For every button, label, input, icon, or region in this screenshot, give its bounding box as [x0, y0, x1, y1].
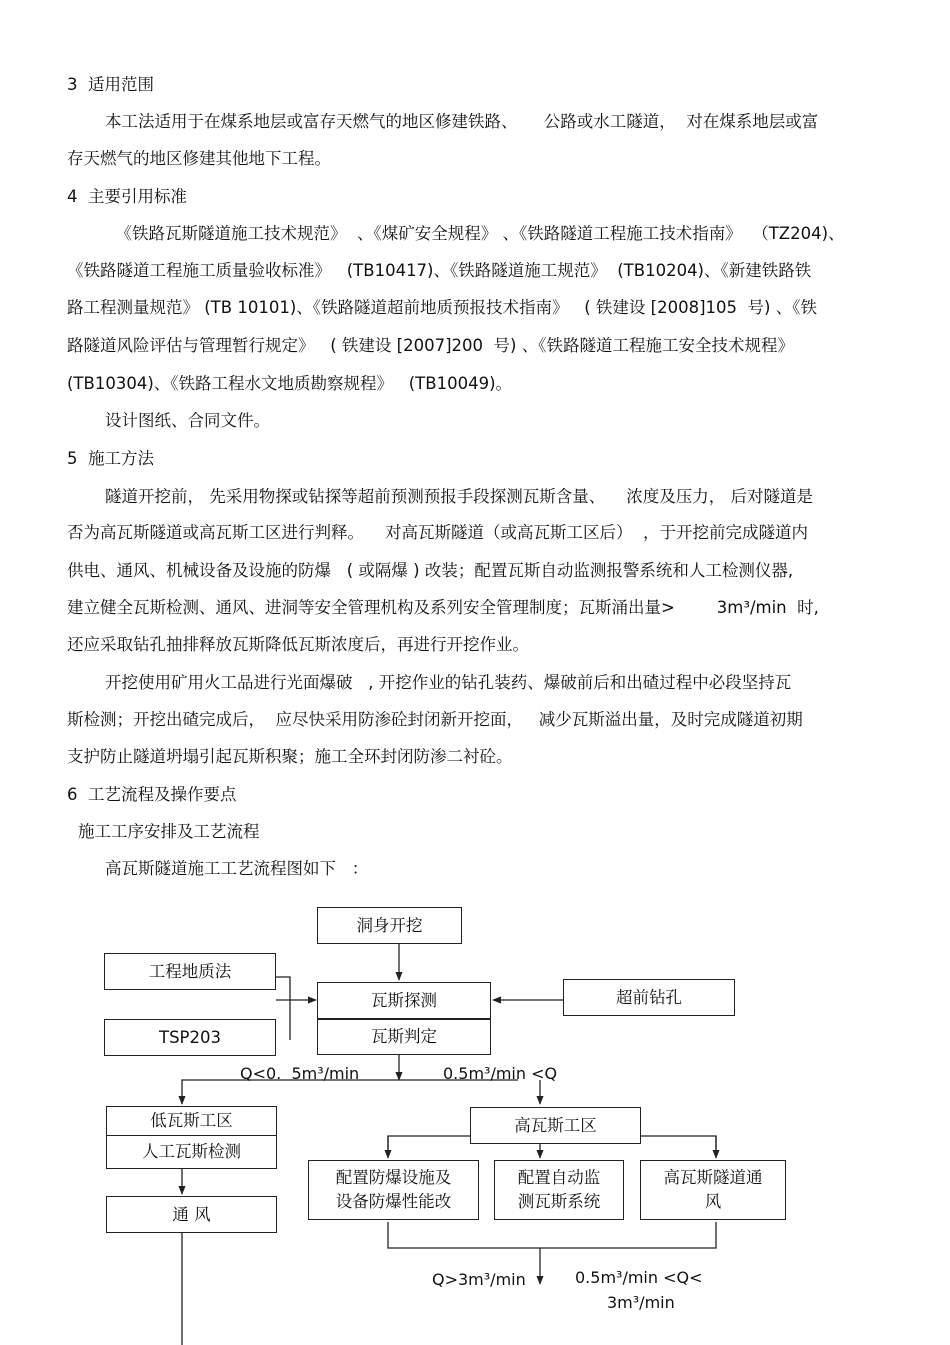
section-4-paragraph-line-2: 《铁路隧道工程施工质量验收标准》 (TB10417)、《铁路隧道施工规范》 (TB10204)、《新建铁路铁 — [67, 261, 812, 280]
gas-detection-box: 瓦斯探测 — [317, 982, 491, 1019]
section-5-heading: 5 施工方法 — [67, 449, 154, 468]
ventilation-box: 通 风 — [106, 1196, 277, 1233]
explosion-proof-box: 配置防爆设施及 设备防爆性能改 — [308, 1160, 479, 1220]
section-5-paragraph-1-line-5: 还应采取钻孔抽排释放瓦斯降低瓦斯浓度后，再进行开挖作业。 — [67, 635, 529, 654]
tsp203-box: TSP203 — [104, 1019, 276, 1056]
section-3-paragraph-line-1: 本工法适用于在煤系地层或富存天燃气的地区修建铁路、 公路或水工隧道， 对在煤系地层或富 — [105, 112, 819, 131]
low-gas-zone-box: 低瓦斯工区 — [106, 1106, 277, 1136]
section-4-paragraph-line-1: 《铁路瓦斯隧道施工技术规范》 、《煤矿安全规程》 、《铁路隧道工程施工技术指南》 （TZ204)、 — [105, 224, 845, 243]
section-5-paragraph-1-line-3: 供电、通风、机械设备及设施的防爆 ( 或隔爆 ) 改装；配置瓦斯自动监测报警系统和人工检测仪器, — [67, 561, 794, 580]
section-5-paragraph-1-line-1: 隧道开挖前， 先采用物探或钻探等超前预测预报手段探测瓦斯含量、 浓度及压力， 后对隧道是 — [105, 487, 813, 506]
condition-greater-than-3: Q>3m³/min — [432, 1270, 526, 1289]
condition-range-line-1: 0.5m³/min <Q< — [575, 1268, 703, 1287]
high-gas-ventilation-box: 高瓦斯隧道通 风 — [640, 1160, 786, 1220]
condition-low-gas: Q<0. 5m³/min — [240, 1064, 360, 1083]
section-4-paragraph-2: 设计图纸、合同文件。 — [105, 411, 270, 430]
section-5-paragraph-1-line-2: 否为高瓦斯隧道或高瓦斯工区进行判释。 对高瓦斯隧道（或高瓦斯工区后） ，于开挖前完成隧道内 — [67, 523, 808, 542]
section-3-heading: 3 适用范围 — [67, 75, 154, 94]
section-5-paragraph-1-line-4: 建立健全瓦斯检测、通风、进洞等安全管理机构及系列安全管理制度；瓦斯涌出量> 3m³/min 时, — [67, 598, 819, 617]
advance-drilling-box: 超前钻孔 — [563, 979, 735, 1016]
section-6-subheading: 施工工序安排及工艺流程 — [78, 822, 260, 841]
condition-range-line-2: 3m³/min — [607, 1293, 675, 1312]
section-3-paragraph-line-2: 存天燃气的地区修建其他地下工程。 — [67, 149, 331, 168]
section-6-intro: 高瓦斯隧道施工工艺流程图如下 ： — [105, 859, 369, 878]
high-gas-zone-box: 高瓦斯工区 — [470, 1107, 641, 1144]
condition-high-gas: 0.5m³/min <Q — [443, 1064, 558, 1083]
section-5-paragraph-2-line-1: 开挖使用矿用火工品进行光面爆破 , 开挖作业的钻孔装药、爆破前后和出碴过程中必段坚持瓦 — [105, 673, 792, 692]
section-6-heading: 6 工艺流程及操作要点 — [67, 785, 237, 804]
section-4-paragraph-line-3: 路工程测量规范》 (TB 10101)、《铁路隧道超前地质预报技术指南》 ( 铁建设 [2008]105 号) 、《铁 — [67, 298, 817, 317]
geology-method-box: 工程地质法 — [104, 953, 276, 990]
section-5-paragraph-2-line-2: 斯检测；开挖出碴完成后， 应尽快采用防渗砼封闭新开挖面， 减少瓦斯溢出量，及时完成隧道初期 — [67, 710, 803, 729]
section-4-paragraph-line-5: (TB10304)、《铁路工程水文地质勘察规程》 (TB10049)。 — [67, 374, 513, 393]
gas-judgement-box: 瓦斯判定 — [317, 1019, 491, 1055]
section-4-paragraph-line-4: 路隧道风险评估与管理暂行规定》 ( 铁建设 [2007]200 号) 、《铁路隧道工程施工安全技术规程》 — [67, 336, 794, 355]
section-5-paragraph-2-line-3: 支护防止隧道坍塌引起瓦斯积聚；施工全环封闭防渗二衬砼。 — [67, 747, 513, 766]
excavation-box: 洞身开挖 — [317, 907, 462, 944]
auto-monitoring-box: 配置自动监 测瓦斯系统 — [494, 1160, 624, 1220]
section-4-heading: 4 主要引用标准 — [67, 187, 187, 206]
manual-gas-detection-box: 人工瓦斯检测 — [106, 1135, 277, 1169]
